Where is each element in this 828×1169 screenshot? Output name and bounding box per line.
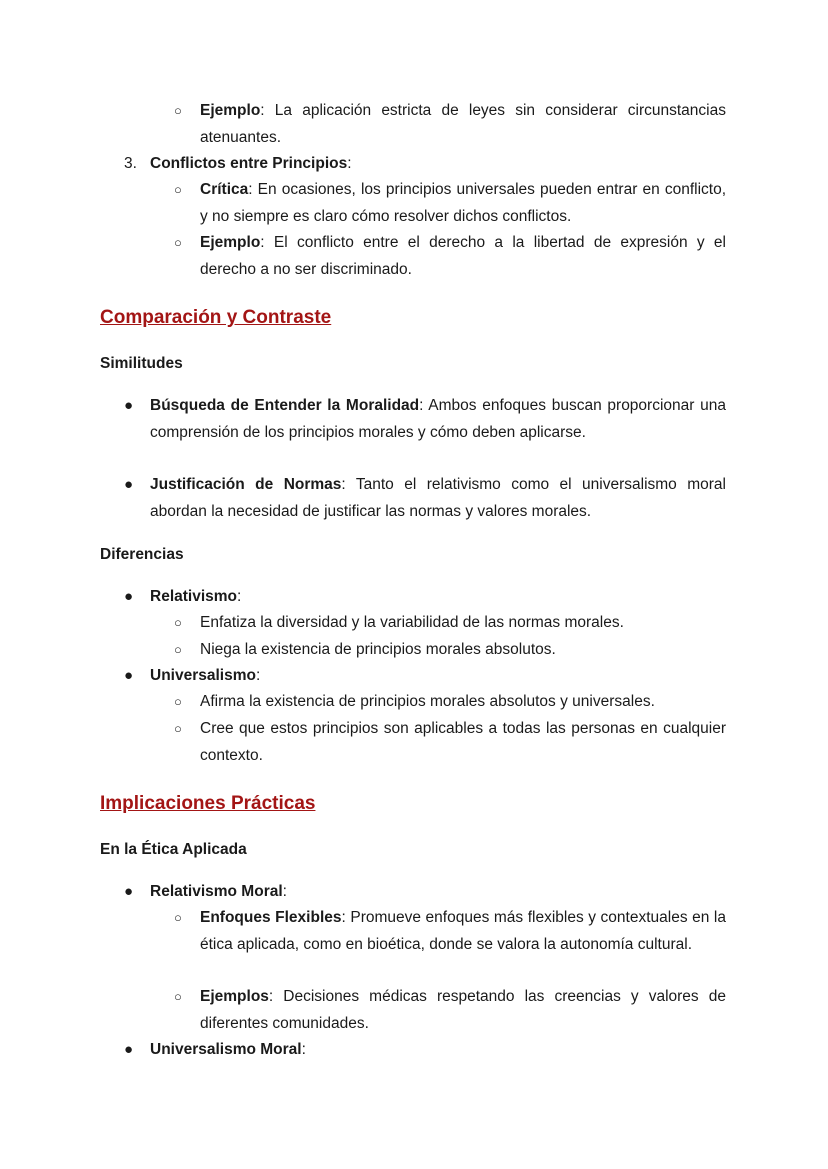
bullet: ● xyxy=(124,588,134,605)
sub-bullet: ○ xyxy=(174,721,182,736)
bullet: ● xyxy=(124,883,134,900)
ejemplo-leyes-item: Ejemplo: La aplicación estricta de leyes sin considerar circunstancias atenuantes. xyxy=(200,102,726,146)
relativismo-sub-item: Enfatiza la diversidad y la variabilidad de las normas morales. xyxy=(200,614,624,631)
bullet: ● xyxy=(124,397,134,414)
relativismo-item: Relativismo: xyxy=(150,588,242,605)
sub-bullet: ○ xyxy=(174,182,182,197)
subheading-similitudes: Similitudes xyxy=(100,355,183,372)
sub-bullet: ○ xyxy=(174,642,182,657)
sub-bullet: ○ xyxy=(174,910,182,925)
bullet: ● xyxy=(124,667,134,684)
universalismo-sub-item: Afirma la existencia de principios morales absolutos y universales. xyxy=(200,693,655,710)
similitud-item: Justificación de Normas: Tanto el relativismo como el universalismo moral abordan la necesidad de justificar las normas y valores morales. xyxy=(150,476,726,520)
relativismo-moral-item: Relativismo Moral: xyxy=(150,883,287,900)
sub-bullet: ○ xyxy=(174,694,182,709)
similitud-item: Búsqueda de Entender la Moralidad: Ambos enfoques buscan proporcionar una comprensión de los principios morales y cómo deben aplicarse. xyxy=(150,397,726,441)
enfoques-flexibles-item: Enfoques Flexibles: Promueve enfoques más flexibles y contextuales en la ética aplicada, como en bioética, donde se valora la autonomía cultural. xyxy=(200,909,726,953)
universalismo-item: Universalismo: xyxy=(150,667,261,684)
section-heading-comparacion: Comparación y Contraste xyxy=(100,307,332,328)
sub-bullet: ○ xyxy=(174,235,182,250)
list-number: 3. xyxy=(124,155,137,172)
sub-bullet: ○ xyxy=(174,989,182,1004)
universalismo-moral-item: Universalismo Moral: xyxy=(150,1041,306,1058)
subheading-diferencias: Diferencias xyxy=(100,546,184,563)
bullet: ● xyxy=(124,476,134,493)
sub-bullet: ○ xyxy=(174,615,182,630)
sub-bullet: ○ xyxy=(174,103,182,118)
ejemplos-item: Ejemplos: Decisiones médicas respetando las creencias y valores de diferentes comunidades. xyxy=(200,988,726,1032)
section-heading-implicaciones: Implicaciones Prácticas xyxy=(100,793,316,814)
universalismo-sub-item: Cree que estos principios son aplicables a todas las personas en cualquier contexto. xyxy=(200,720,726,764)
subheading-etica-aplicada: En la Ética Aplicada xyxy=(100,841,247,858)
critica-item: Crítica: En ocasiones, los principios universales pueden entrar en conflicto, y no siempre es claro cómo resolver dichos conflictos. xyxy=(200,181,726,225)
conflictos-item: Conflictos entre Principios: xyxy=(150,155,352,172)
ejemplo-conflicto-item: Ejemplo: El conflicto entre el derecho a la libertad de expresión y el derecho a no ser discriminado. xyxy=(200,234,726,278)
relativismo-sub-item: Niega la existencia de principios morales absolutos. xyxy=(200,641,556,658)
bullet: ● xyxy=(124,1041,134,1058)
